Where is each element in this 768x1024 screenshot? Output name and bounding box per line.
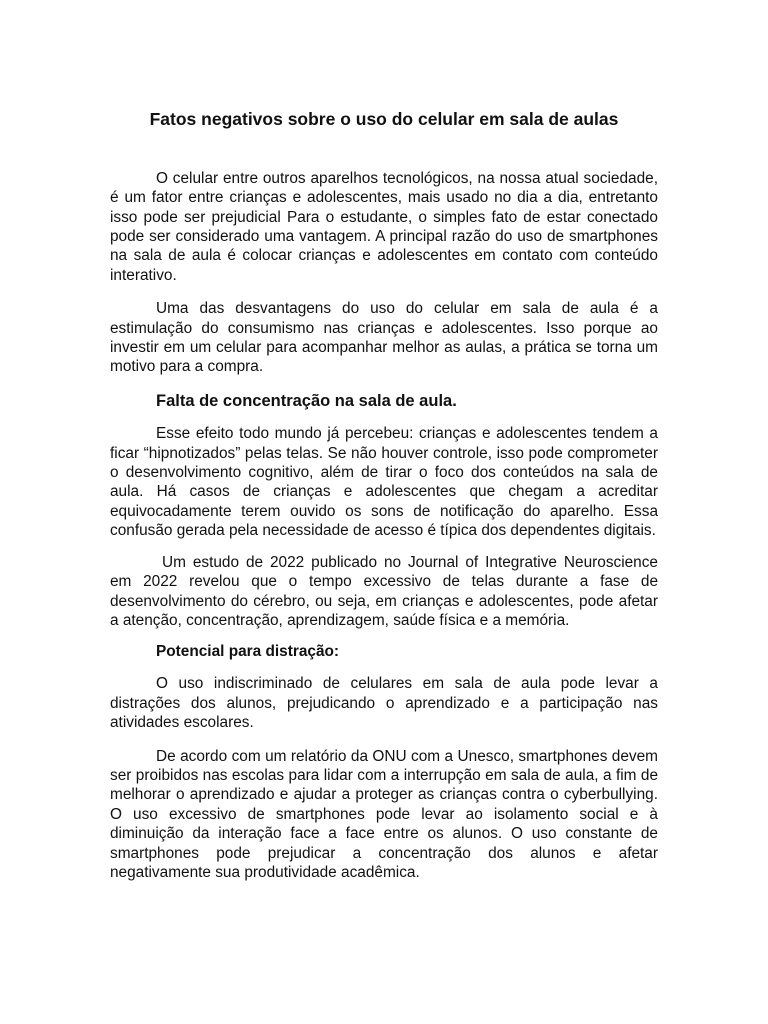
paragraph-consumerism: Uma das desvantagens do uso do celular em sala de aula é a estimulação do consumismo nas crianças e adolescentes. Isso porque ao investir em um celular para acompanhar melhor as aulas, a prática se torna um motivo para a compra. [110, 300, 658, 376]
paragraph-hypnotized: Esse efeito todo mundo já percebeu: crianças e adolescentes tendem a ficar “hipnotizados” pelas telas. Se não houver controle, isso pode comprometer o desenvolvimento cognitivo, além de tirar o foco dos conteúdos na sala de aula. Há casos de crianças e adolescentes que chegam a acreditar equivocadamente terem ouvido os sons de notificação do aparelho. Essa confusão gerada pela necessidade de acesso é típica dos dependentes digitais. [110, 425, 658, 540]
paragraph-distraction: O uso indiscriminado de celulares em sala de aula pode levar a distrações dos alunos, prejudicando o aprendizado e a participação nas atividades escolares. [110, 675, 658, 732]
paragraph-study-2022: Um estudo de 2022 publicado no Journal of Integrative Neuroscience em 2022 revelou que o tempo excessivo de telas durante a fase de desenvolvimento do cérebro, ou seja, em crianças e adolescentes, pode afetar a atenção, concentração, aprendizagem, saúde física e a memória. [110, 553, 658, 629]
document-title: Fatos negativos sobre o uso do celular em sala de aulas [149, 109, 619, 129]
paragraph-onu-unesco: De acordo com um relatório da ONU com a Unesco, smartphones devem ser proibidos nas escolas para lidar com a interrupção em sala de aula, a fim de melhorar o aprendizado e ajudar a proteger as crianças contra o cyberbullying. O uso excessivo de smartphones pode levar ao isolamento social e à diminuição da interação face a face entre os alunos. O uso constante de smartphones pode prejudicar a concentração dos alunos e afetar negativamente sua produtividade acadêmica. [110, 747, 658, 881]
section-heading-concentration: Falta de concentração na sala de aula. [156, 391, 457, 410]
section-heading-distraction: Potencial para distração: [156, 643, 340, 661]
paragraph-intro: O celular entre outros aparelhos tecnológicos, na nossa atual sociedade, é um fator entre crianças e adolescentes, mais usado no dia a dia, entretanto isso pode ser prejudicial Para o estudante, o simples fato de estar conectado pode ser considerado uma vantagem. A principal razão do uso de smartphones na sala de aula é colocar crianças e adolescentes em contato com conteúdo interativo. [110, 169, 658, 284]
document-page [110, 108, 658, 896]
